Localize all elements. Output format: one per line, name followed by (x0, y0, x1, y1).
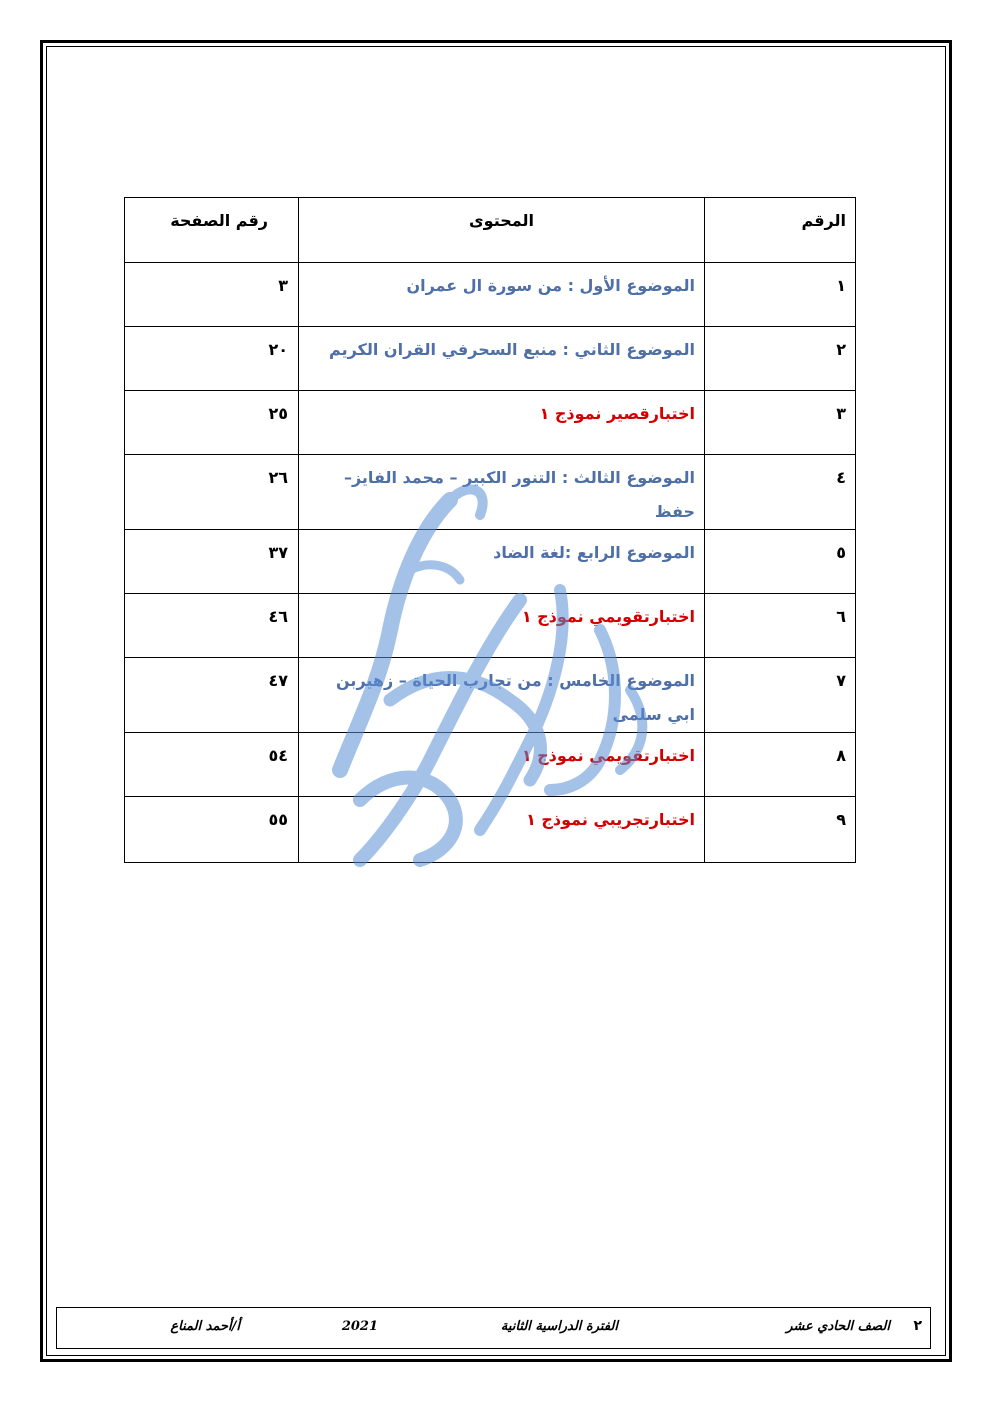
row-page: ٢٦ (125, 455, 299, 530)
row-content: الموضوع الثالث : التنور الكبير – محمد الفايز– حفظ (299, 455, 705, 530)
table-row (125, 391, 856, 455)
row-content: اختبارقصير نموذج ١ (299, 391, 705, 455)
header-page: رقم الصفحة (125, 198, 299, 263)
table-row (125, 455, 856, 530)
footer-author: أ/أحمد المناع (170, 1319, 240, 1334)
table-row (125, 797, 856, 863)
row-content: اختبارتجريبي نموذج ١ (299, 797, 705, 863)
row-content: الموضوع الأول : من سورة ال عمران (299, 263, 705, 327)
row-number: ٣ (705, 391, 856, 455)
row-number: ٧ (705, 658, 856, 733)
table-row (125, 733, 856, 797)
footer-term: الفترة الدراسية الثانية (500, 1319, 618, 1334)
row-page: ٣ (125, 263, 299, 327)
table-row (125, 530, 856, 594)
table-header-row (125, 198, 856, 263)
header-number: الرقم (705, 198, 856, 263)
row-number: ٤ (705, 455, 856, 530)
table-row (125, 658, 856, 733)
row-page: ٤٧ (125, 658, 299, 733)
row-number: ٨ (705, 733, 856, 797)
row-page: ٤٦ (125, 594, 299, 658)
footer-grade: الصف الحادي عشر (786, 1319, 890, 1334)
table-row (125, 263, 856, 327)
row-page: ٥٥ (125, 797, 299, 863)
page-footer (56, 1307, 931, 1349)
row-content: الموضوع الخامس : من تجارب الحياة – زهيربن ابي سلمى (299, 658, 705, 733)
footer-year: 2021 (341, 1319, 378, 1334)
footer-page-number: ٢ (913, 1318, 922, 1334)
row-content: اختبارتقويمي نموذج ١ (299, 733, 705, 797)
table-of-contents (124, 197, 856, 863)
row-content: الموضوع الثاني : منبع السحرفي القران الكريم (299, 327, 705, 391)
table-row (125, 594, 856, 658)
row-number: ٦ (705, 594, 856, 658)
row-page: ٣٧ (125, 530, 299, 594)
table-row (125, 327, 856, 391)
row-number: ١ (705, 263, 856, 327)
row-number: ٥ (705, 530, 856, 594)
row-page: ٢٠ (125, 327, 299, 391)
row-page: ٢٥ (125, 391, 299, 455)
row-content: الموضوع الرابع :لغة الضاد (299, 530, 705, 594)
row-number: ٢ (705, 327, 856, 391)
row-number: ٩ (705, 797, 856, 863)
row-content: اختبارتقويمي نموذج ١ (299, 594, 705, 658)
header-content: المحتوى (299, 198, 705, 263)
row-page: ٥٤ (125, 733, 299, 797)
